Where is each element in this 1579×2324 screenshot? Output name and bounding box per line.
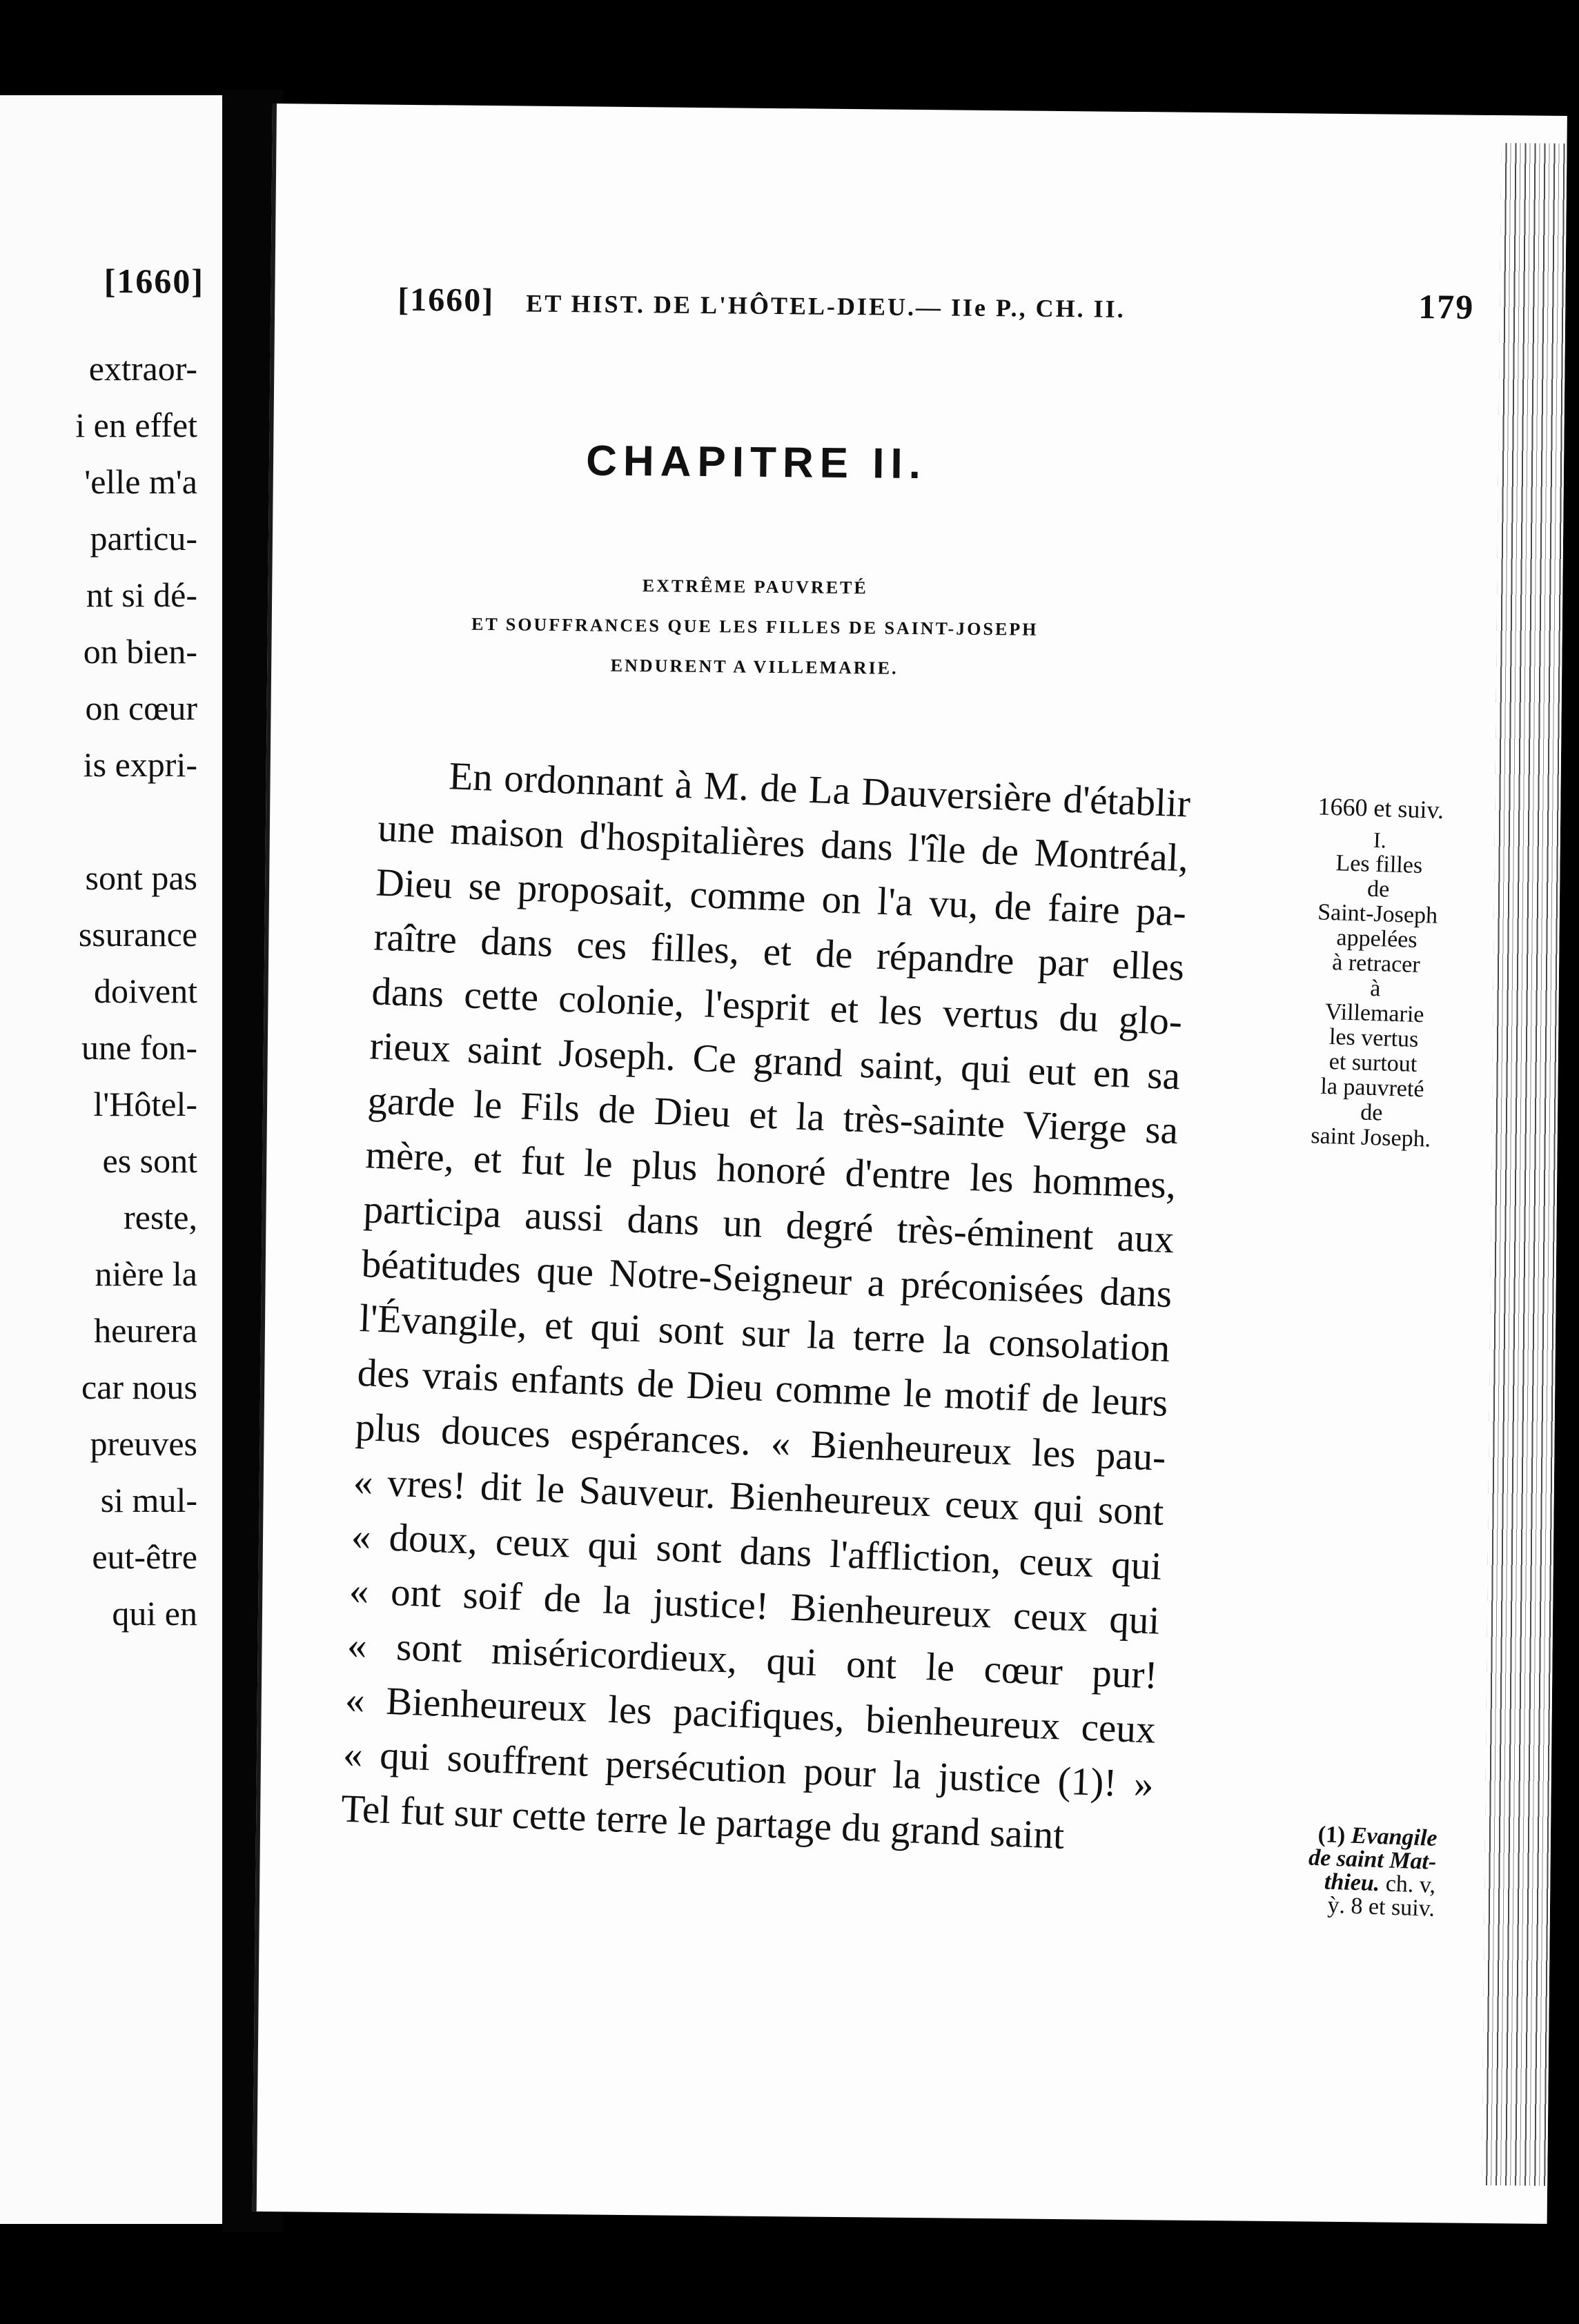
margin-note-line: Les filles [1335, 850, 1423, 879]
body-line: « ont soif de la justice! Bienheureux ceux qui [348, 1568, 1161, 1643]
previous-page-text [75, 340, 197, 1642]
previous-page-line: nt si dé- [86, 575, 197, 614]
previous-page-line: preuves [90, 1424, 197, 1463]
body-line: « doux, ceux qui sont dans l'affliction, ceux qui [350, 1514, 1163, 1588]
previous-page-line: doivent [94, 972, 197, 1010]
previous-page-line: si mul- [100, 1481, 197, 1519]
body-line: l'Évangile, et qui sont sur la terre la consolation [358, 1296, 1171, 1371]
previous-page-line: on cœur [85, 689, 197, 727]
body-line: raître dans ces filles, et de répandre par elles [373, 915, 1186, 989]
margin-note-date: 1660 et suiv. [1317, 792, 1444, 824]
body-line: En ordonnant à M. de La Dauversière d'établir [448, 754, 1191, 826]
body-line: une maison d'hospitalières dans l'île de Montréal, [377, 806, 1189, 880]
previous-page-line: is expri- [83, 745, 197, 784]
previous-page-line: car nous [81, 1368, 197, 1406]
margin-note-line: Villemarie [1324, 998, 1424, 1028]
margin-note-line: Saint-Joseph [1317, 899, 1438, 929]
previous-page-line: heurera [94, 1311, 197, 1350]
previous-page-line: reste, [124, 1198, 197, 1237]
previous-page-line: es sont [102, 1141, 197, 1180]
previous-page-line: sont pas [85, 858, 197, 897]
previous-page-line: nière la [95, 1254, 197, 1293]
footnote-source: de saint Mat- [1308, 1844, 1437, 1875]
body-line: « sont miséricordieux, qui ont le cœur pur! [346, 1623, 1159, 1697]
body-line: « qui souffrent persécution pour la justice (1)! » [342, 1732, 1155, 1806]
margin-note-line: saint Joseph. [1310, 1123, 1431, 1152]
chapter-title: CHAPITRE II. [585, 437, 928, 489]
previous-page-line: qui en [112, 1594, 197, 1633]
body-line: « vres! dit le Sauveur. Bienheureux ceux qui sont [352, 1459, 1165, 1534]
chapter-summary [271, 562, 1239, 691]
body-line: rieux saint Joseph. Ce grand saint, qui eut en sa [369, 1024, 1181, 1099]
margin-note-line: à [1369, 975, 1381, 1002]
previous-page [0, 95, 222, 2224]
footnote-reference: ỳ. 8 et suiv. [1326, 1892, 1435, 1922]
margin-note-line: et surtout [1328, 1049, 1418, 1077]
footnote-reference: ch. v, [1379, 1871, 1436, 1898]
margin-note-line: de [1360, 1099, 1383, 1126]
body-line: Dieu se proposait, comme on l'a vu, de faire pa- [375, 860, 1188, 935]
footnote-mark: (1) [1317, 1822, 1346, 1849]
body-line: béatitudes que Notre-Seigneur a préconisées dans [360, 1242, 1173, 1317]
body-line: garde le Fils de Dieu et la très-sainte Vierge sa [366, 1079, 1179, 1153]
current-page [253, 104, 1567, 2224]
running-head-title: ET HIST. DE L'HÔTEL-DIEU.— IIe P., CH. II. [526, 289, 1126, 323]
chapter-summary-line: EXTRÊME PAUVRETÉ [642, 575, 868, 598]
page-edge-stack [1482, 143, 1567, 2186]
margin-note-line: appelées [1336, 925, 1418, 953]
running-head-year: [1660] [398, 281, 495, 319]
body-line: plus douces espérances. « Bienheureux les pau- [354, 1405, 1167, 1479]
footnote [1248, 1821, 1438, 1921]
previous-page-line: 'elle m'a [84, 462, 197, 501]
body-line: participa aussi dans un degré très-éminent aux [362, 1188, 1175, 1262]
previous-page-line: l'Hôtel- [93, 1085, 197, 1123]
margin-note-line: les vertus [1328, 1024, 1419, 1052]
body-line: mère, et fut le plus honoré d'entre les hommes, [364, 1133, 1177, 1208]
margin-note-line: de [1366, 876, 1390, 903]
margin-note [1281, 793, 1471, 1153]
previous-page-header: [1660] [104, 262, 204, 300]
running-head [398, 281, 1474, 329]
previous-page-line: i en effet [75, 406, 197, 444]
previous-page-line: on bien- [83, 632, 197, 671]
body-line: dans cette colonie, l'esprit et les vertus du glo- [371, 969, 1184, 1044]
body-text [340, 747, 1191, 1867]
body-line: des vrais enfants de Dieu comme le motif de leurs [356, 1350, 1169, 1425]
page-number: 179 [1418, 286, 1475, 326]
chapter-summary-line: ENDURENT A VILLEMARIE. [610, 655, 899, 678]
previous-page-line [75, 793, 197, 849]
previous-page-line: particu- [90, 519, 197, 558]
margin-note-line: à retracer [1331, 949, 1421, 978]
previous-page-line: extraor- [88, 349, 197, 388]
margin-note-line: la pauvreté [1320, 1073, 1425, 1103]
previous-page-line: ssurance [78, 915, 197, 954]
body-line: « Bienheureux les pacifiques, bienheureux ceux [344, 1677, 1157, 1752]
previous-page-line: une fon- [81, 1028, 197, 1067]
margin-note-number: I. [1373, 827, 1387, 853]
footnote-source: Evangile [1351, 1822, 1438, 1851]
previous-page-line: eut-être [92, 1537, 197, 1576]
body-line: Tel fut sur cette terre le partage du grand saint [340, 1786, 1066, 1858]
footnote-source: thieu. [1324, 1869, 1380, 1897]
chapter-summary-line: ET SOUFFRANCES QUE LES FILLES DE SAINT-JOSEPH [471, 613, 1039, 640]
